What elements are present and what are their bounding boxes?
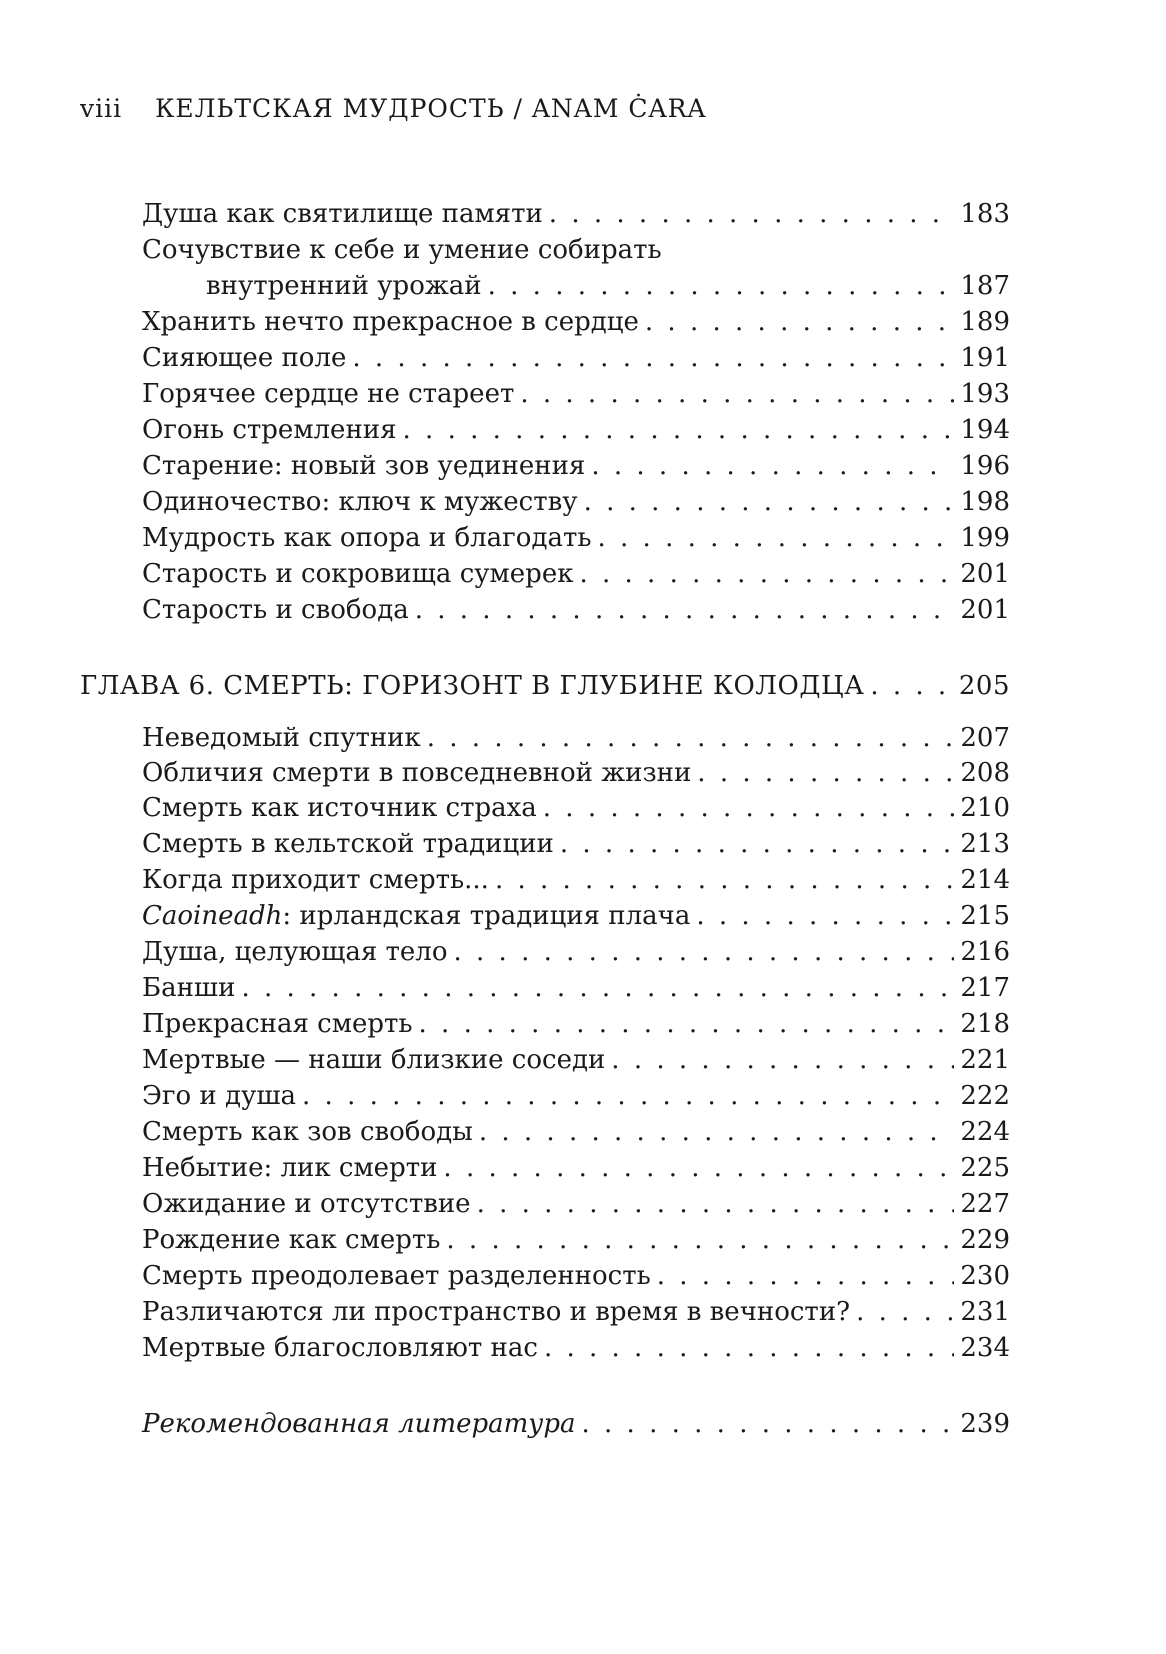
dot-leader bbox=[549, 196, 955, 232]
page-number: 230 bbox=[960, 1261, 1010, 1291]
dot-leader bbox=[488, 268, 955, 304]
dot-leader bbox=[582, 1406, 955, 1442]
toc-entry[interactable]: Caoineadh: ирландская традиция плача . . . 215 bbox=[142, 898, 1010, 934]
toc-entry[interactable]: Неведомый спутник . . . 207 bbox=[142, 720, 1010, 756]
toc-entry-title-line1[interactable]: Сочувствие к себе и умение собирать bbox=[142, 235, 662, 265]
toc-entry[interactable]: Когда приходит смерть... . . . 214 bbox=[142, 862, 1010, 898]
dot-leader bbox=[611, 1042, 954, 1078]
toc-entry[interactable]: Банши . . . 217 bbox=[142, 970, 1010, 1006]
dot-leader bbox=[453, 934, 954, 970]
dot-leader bbox=[443, 1150, 954, 1186]
toc-entry[interactable]: Душа, целующая тело . . . 216 bbox=[142, 934, 1010, 970]
dot-leader bbox=[544, 1330, 954, 1366]
page-number: 208 bbox=[960, 758, 1010, 788]
page-number: 193 bbox=[960, 379, 1010, 409]
toc-entry[interactable]: Различаются ли пространство и время в вечности? . . . 231 bbox=[142, 1294, 1010, 1330]
toc-entry[interactable]: Сияющее поле . . . 191 bbox=[142, 340, 1010, 376]
page-number: 231 bbox=[960, 1297, 1010, 1327]
dot-leader bbox=[446, 1222, 954, 1258]
page-number: 201 bbox=[960, 595, 1010, 625]
running-header bbox=[80, 94, 706, 123]
dot-leader bbox=[591, 448, 954, 484]
toc-entry[interactable]: Старение: новый зов уединения . . . 196 bbox=[142, 448, 1010, 484]
toc-entry[interactable]: Небытие: лик смерти . . . 225 bbox=[142, 1150, 1010, 1186]
toc-entry[interactable]: Рождение как смерть . . . 229 bbox=[142, 1222, 1010, 1258]
toc-entry[interactable]: Обличия смерти в повседневной жизни . . . 208 bbox=[142, 755, 1010, 791]
page-number: 191 bbox=[960, 343, 1010, 373]
running-title: КЕЛЬТСКАЯ МУДРОСТЬ / ANAM ĊARA bbox=[155, 94, 707, 123]
page-number: 239 bbox=[960, 1409, 1010, 1439]
toc-entry[interactable]: внутренний урожай . . . 187 bbox=[206, 268, 1010, 304]
toc-entry[interactable]: Смерть как зов свободы . . . 224 bbox=[142, 1114, 1010, 1150]
page-number: 205 bbox=[958, 671, 1010, 701]
dot-leader bbox=[598, 520, 955, 556]
chapter-title: ГЛАВА 6. СМЕРТЬ: ГОРИЗОНТ В ГЛУБИНЕ КОЛОДЦА bbox=[80, 671, 865, 701]
dot-leader bbox=[560, 826, 955, 862]
page-folio: viii bbox=[80, 94, 123, 123]
dot-leader bbox=[696, 898, 954, 934]
toc-entry[interactable]: Смерть как источник страха . . . 210 bbox=[142, 790, 1010, 826]
dot-leader bbox=[241, 970, 954, 1006]
page-number: 214 bbox=[960, 865, 1010, 895]
toc-entry-recommended-reading[interactable]: Рекомендованная литература . . . 239 bbox=[142, 1406, 1010, 1442]
toc-entry[interactable]: Ожидание и отсутствие . . . 227 bbox=[142, 1186, 1010, 1222]
dot-leader bbox=[427, 720, 955, 756]
page-number: 221 bbox=[960, 1045, 1010, 1075]
page-number: 201 bbox=[960, 559, 1010, 589]
dot-leader bbox=[645, 304, 954, 340]
dot-leader bbox=[495, 862, 954, 898]
page-number: 234 bbox=[960, 1333, 1010, 1363]
page-number: 198 bbox=[960, 487, 1010, 517]
toc-entry[interactable]: Эго и душа . . . 222 bbox=[142, 1078, 1010, 1114]
toc-entry[interactable]: Огонь стремления . . . 194 bbox=[142, 412, 1010, 448]
toc-entry[interactable]: Старость и сокровища сумерек . . . 201 bbox=[142, 556, 1010, 592]
toc-entry[interactable]: Смерть в кельтской традиции . . . 213 bbox=[142, 826, 1010, 862]
page-number: 210 bbox=[960, 793, 1010, 823]
dot-leader bbox=[352, 340, 954, 376]
dot-leader bbox=[415, 592, 955, 628]
dot-leader bbox=[479, 1114, 955, 1150]
toc-entry[interactable]: Мертвые благословляют нас . . . 234 bbox=[142, 1330, 1010, 1366]
page-number: 213 bbox=[960, 829, 1010, 859]
toc-entry[interactable]: Мудрость как опора и благодать . . . 199 bbox=[142, 520, 1010, 556]
dot-leader bbox=[657, 1258, 955, 1294]
dot-leader bbox=[856, 1294, 954, 1330]
page-number: 227 bbox=[960, 1189, 1010, 1219]
toc-entry[interactable]: Мертвые — наши близкие соседи . . . 221 bbox=[142, 1042, 1010, 1078]
page-number: 194 bbox=[960, 415, 1010, 445]
dot-leader bbox=[697, 755, 954, 791]
toc-entry[interactable]: Прекрасная смерть . . . 218 bbox=[142, 1006, 1010, 1042]
page-number: 229 bbox=[960, 1225, 1010, 1255]
page-number: 216 bbox=[960, 937, 1010, 967]
toc-entry[interactable]: Смерть преодолевает разделенность . . . 230 bbox=[142, 1258, 1010, 1294]
toc-chapter-6[interactable] bbox=[80, 668, 1010, 704]
dot-leader bbox=[870, 668, 953, 704]
dot-leader bbox=[477, 1186, 955, 1222]
toc-entry[interactable]: Старость и свобода . . . 201 bbox=[142, 592, 1010, 628]
dot-leader bbox=[543, 790, 955, 826]
page-number: 187 bbox=[960, 271, 1010, 301]
dot-leader bbox=[520, 376, 954, 412]
page-number: 224 bbox=[960, 1117, 1010, 1147]
page-number: 218 bbox=[960, 1009, 1010, 1039]
page-number: 225 bbox=[960, 1153, 1010, 1183]
toc-entry[interactable]: Горячее сердце не стареет . . . 193 bbox=[142, 376, 1010, 412]
page-number: 199 bbox=[960, 523, 1010, 553]
dot-leader bbox=[403, 412, 955, 448]
dot-leader bbox=[419, 1006, 955, 1042]
page-number: 217 bbox=[960, 973, 1010, 1003]
page-number: 183 bbox=[960, 199, 1010, 229]
dot-leader bbox=[579, 556, 954, 592]
dot-leader bbox=[584, 484, 955, 520]
dot-leader bbox=[302, 1078, 954, 1114]
page-number: 215 bbox=[960, 901, 1010, 931]
page-number: 196 bbox=[960, 451, 1010, 481]
toc-entry[interactable]: Хранить нечто прекрасное в сердце . . . 189 bbox=[142, 304, 1010, 340]
page-number: 189 bbox=[960, 307, 1010, 337]
page-number: 207 bbox=[960, 723, 1010, 753]
page-number: 222 bbox=[960, 1081, 1010, 1111]
toc-entry[interactable]: Душа как святилище памяти . . . 183 bbox=[142, 196, 1010, 232]
toc-entry[interactable]: Одиночество: ключ к мужеству . . . 198 bbox=[142, 484, 1010, 520]
